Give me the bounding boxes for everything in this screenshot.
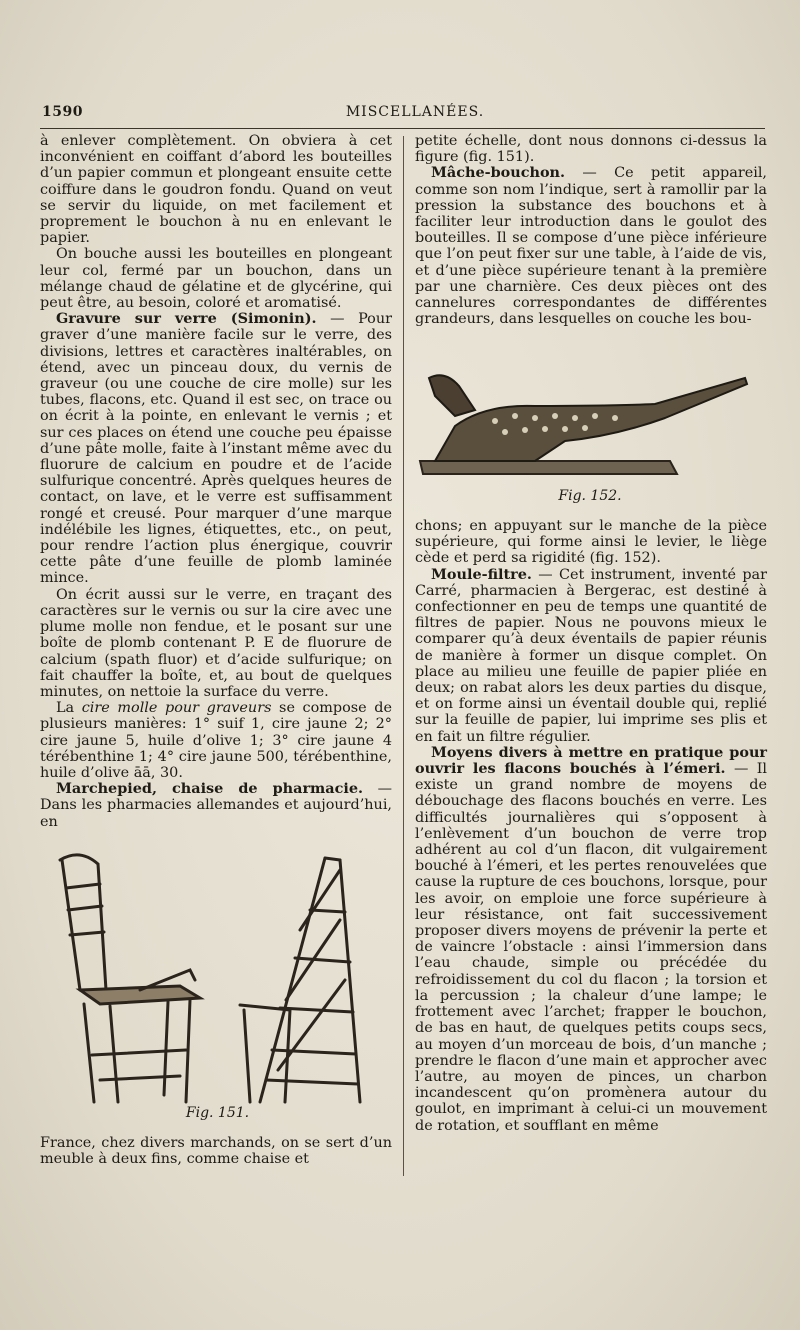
paragraph-text: — Dans les pharmacies allemandes et aujourd’hui, en — [40, 781, 393, 830]
right-column-top — [415, 133, 767, 327]
paragraph: chons; en appuyant sur le manche de la pièce supérieure, qui forme ainsi le levier, le liège cède et perd sa rigidité (fig. 152). — [415, 518, 767, 567]
paragraph-text: — Il existe un grand nombre de moyens de débouchage des flacons bouchés en verre. Les difficultés journalières qui s’opposent à l’enlèvement d’un bouchon de verre trop adhérent au col d’un flacon, dit vulgairement bouché à l’émeri, et les pertes renouvelées que cause la rupture de ces bouchons, lorsque, pour les avoir, on emploie une force supérieure à leur résistance, ont fait successivement proposer divers moyens de prévenir la perte et de vaincre l’obstacle : ainsi l’immersion dans l’eau chaude, simple ou précédée du refroidissement du col du flacon ; la torsion et la percussion ; la chaleur d’une lampe; le frottement avec l’archet; frapper le bouchon, de bas en haut, de quelques petits coups secs, au moyen d’un morceau de bois, d’un manche ; prendre le flacon d’une main et approcher avec l’autre, au moyen de pinces, un charbon incandescent qu’on promènera autour du goulot, en imprimant à celui-ci un mouvement de rotation, et soufflant en même — [415, 761, 767, 1134]
paragraph-text: se compose de plusieurs manières: 1° suif 1, cire jaune 2; 2° cire jaune 5, huile d’olive 1; 3° cire jaune 4 térébenthine 1; 4° cire jaune 500, térébenthine, huile d’olive āā, 30. — [40, 700, 393, 781]
column-divider — [403, 136, 404, 1176]
paragraph-text: — Cet instrument, inventé par Carré, pharmacien à Bergerac, est destiné à confectionner en peu de temps une quantité de filtres de papier. Nous ne pouvons mieux le comparer qu’à deux éventails de papier réunis de manière à former un disque complet. On place au milieu une feuille de papier pliée en deux; on rabat alors les deux parties du disque, et on forme ainsi un éventail double qui, replié sur la feuille de papier, lui imprime ses plis et en fait un filtre régulier. — [415, 566, 767, 745]
figure-caption: Fig. 151. — [185, 1105, 250, 1121]
page-number: 1590 — [42, 104, 83, 120]
paragraph-text: — Ce petit appareil, comme son nom l’indique, sert à ramollir par la pression la substance des bouchons et à faciliter leur introduction dans le goulot des bouteilles. Il se compose d’une pièce inférieure que l’on peut fixer sur une table, à l’aide de vis, et d’une pièce supérieure tenant à la première par une charnière. Ces deux pièces ont des cannelures correspondantes de différentes grandeurs, dans lesquelles on couche les bou- — [415, 165, 767, 328]
chair-drawing — [60, 855, 200, 1102]
paragraph — [40, 700, 392, 781]
paragraph: On écrit aussi sur le verre, en traçant des caractères sur le vernis ou sur la cire avec une plume molle non fendue, et le posant sur une boîte de plomb contenant P. E de fluorure de calcium (spath fluor) et d’acide sulfurique; on fait chauffer la boîte, et, au bout de quelques minutes, on nettoie la surface du verre. — [40, 586, 392, 700]
paragraph — [40, 311, 392, 586]
cork-press-illustration — [415, 366, 765, 486]
paragraph — [415, 745, 767, 1134]
figure-caption: Fig. 152. — [558, 488, 622, 504]
section-heading-marchepied: Marchepied, chaise de pharmacie. — [56, 780, 363, 798]
paragraph — [415, 165, 767, 327]
paragraph-text: — Pour graver d’une manière facile sur le verre, des divisions, lettres et caractères inaltérables, on étend, avec un pinceau doux, du vernis de graveur (ou une couche de cire molle) sur les tubes, flacons, etc. Quand il est sec, on trace ou on écrit à la pointe, en enlevant le vernis ; et sur ces places on étend une couche peu épaisse d’une pâte molle, faite à l’instant même avec du fluorure de calcium en poudre et de l’acide sulfurique concentré. Après quelques heures de contact, on lave, et le verre est suffisamment rongé et creusé. Pour marquer d’une marque indélébile les lignes, étiquettes, etc., on peut, pour rendre l’action plus énergique, couvrir cette pâte d’une feuille de plomb laminée mince. — [40, 311, 392, 587]
left-column-bottom — [40, 1135, 392, 1167]
section-heading-moyens-divers: Moyens divers à mettre en pratique pour ouvrir les flacons bouchés à l’émeri. — [415, 743, 767, 778]
section-heading-moule-filtre: Moule-filtre. — [431, 565, 532, 583]
italic-term: cire molle pour graveurs — [81, 700, 272, 717]
running-title: MISCELLANÉES. — [345, 104, 485, 120]
paragraph — [40, 781, 392, 830]
ladder-drawing — [240, 858, 360, 1102]
right-column-bottom — [415, 518, 767, 1134]
header-rule — [40, 128, 765, 129]
paragraph — [415, 567, 767, 745]
cork-press-drawing — [420, 375, 747, 474]
paragraph: France, chez divers marchands, on se sert d’un meuble à deux fins, comme chaise et — [40, 1135, 392, 1168]
paragraph: On bouche aussi les bouteilles en plongeant leur col, fermé par un bouchon, dans un mélange chaud de gélatine et de glycérine, qui peut être, au besoin, coloré et aromatisé. — [40, 246, 392, 312]
figure-151 — [40, 840, 395, 1130]
left-column-top — [40, 133, 392, 830]
chair-ladder-illustration — [40, 840, 395, 1105]
section-heading-mache-bouchon: Mâche-bouchon. — [431, 164, 566, 182]
section-heading-gravure: Gravure sur verre (Simonin). — [56, 310, 317, 328]
paragraph: petite échelle, dont nous donnons ci-dessus la figure (fig. 151). — [415, 133, 767, 166]
paragraph-lead: La — [56, 700, 82, 717]
paragraph: à enlever complètement. On obviera à cet inconvénient en coiffant d’abord les bouteilles d’un papier commun et plongeant ensuite cette coiffure dans le goudron fondu. Quand on veut se servir du liquide, on met facilement et proprement le bouchon à nu en enlevant le papier. — [40, 133, 392, 247]
figure-152 — [415, 366, 765, 516]
